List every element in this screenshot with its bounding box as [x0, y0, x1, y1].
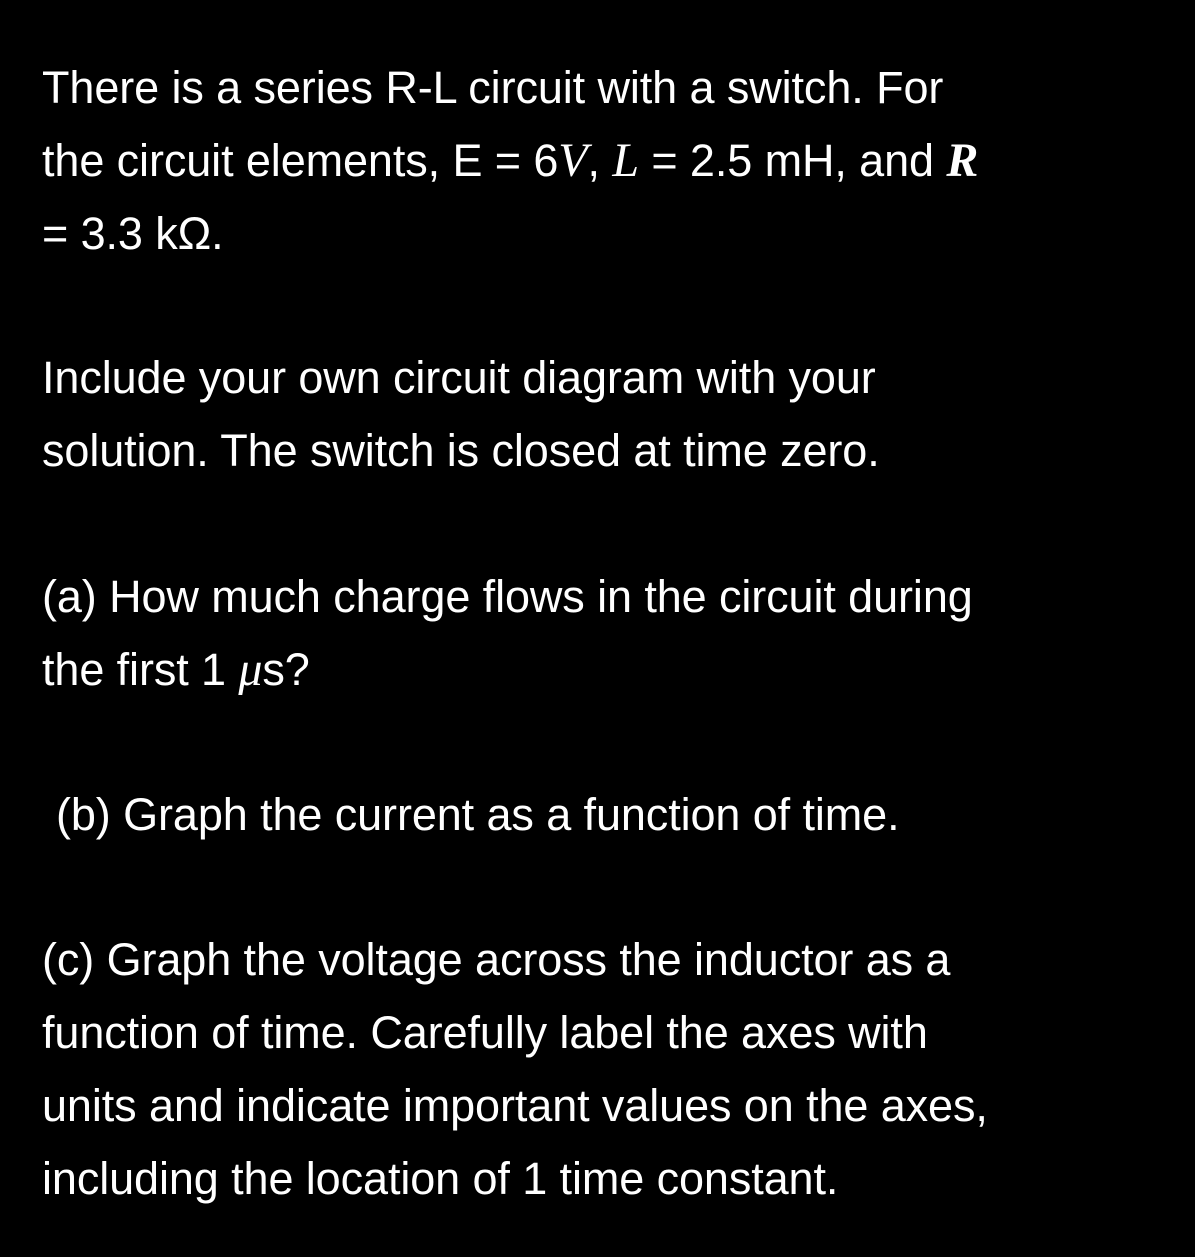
inductance-symbol: L: [612, 134, 639, 187]
voltage-unit-symbol: V: [558, 134, 588, 187]
instructions-line-1: Include your own circuit diagram with your: [42, 352, 876, 403]
part-a-unit: s?: [262, 644, 310, 695]
part-c-line-4: including the location of 1 time constant.: [42, 1153, 839, 1204]
instructions-line-2: solution. The switch is closed at time zero.: [42, 425, 880, 476]
part-a-text: the first 1: [42, 644, 239, 695]
resistance-symbol: R: [946, 134, 979, 187]
part-a-line-2: [42, 640, 310, 700]
intro-line-2: [42, 131, 978, 191]
part-a-line-1: (a) How much charge flows in the circuit during: [42, 571, 973, 622]
intro-text-l: = 2.5 mH, and: [638, 135, 947, 186]
intro-text-e: the circuit elements, E = 6: [42, 135, 559, 186]
part-c-line-1: (c) Graph the voltage across the inductor as a: [42, 934, 951, 985]
intro-line-1: There is a series R-L circuit with a switch. For: [42, 62, 944, 113]
micro-symbol: μ: [238, 643, 263, 696]
part-b-line-1: (b) Graph the current as a function of time.: [56, 789, 900, 840]
intro-separator: ,: [587, 135, 613, 186]
intro-line-3: = 3.3 kΩ.: [42, 208, 224, 259]
part-c-line-3: units and indicate important values on the axes,: [42, 1080, 988, 1131]
part-c-line-2: function of time. Carefully label the axes with: [42, 1007, 928, 1058]
